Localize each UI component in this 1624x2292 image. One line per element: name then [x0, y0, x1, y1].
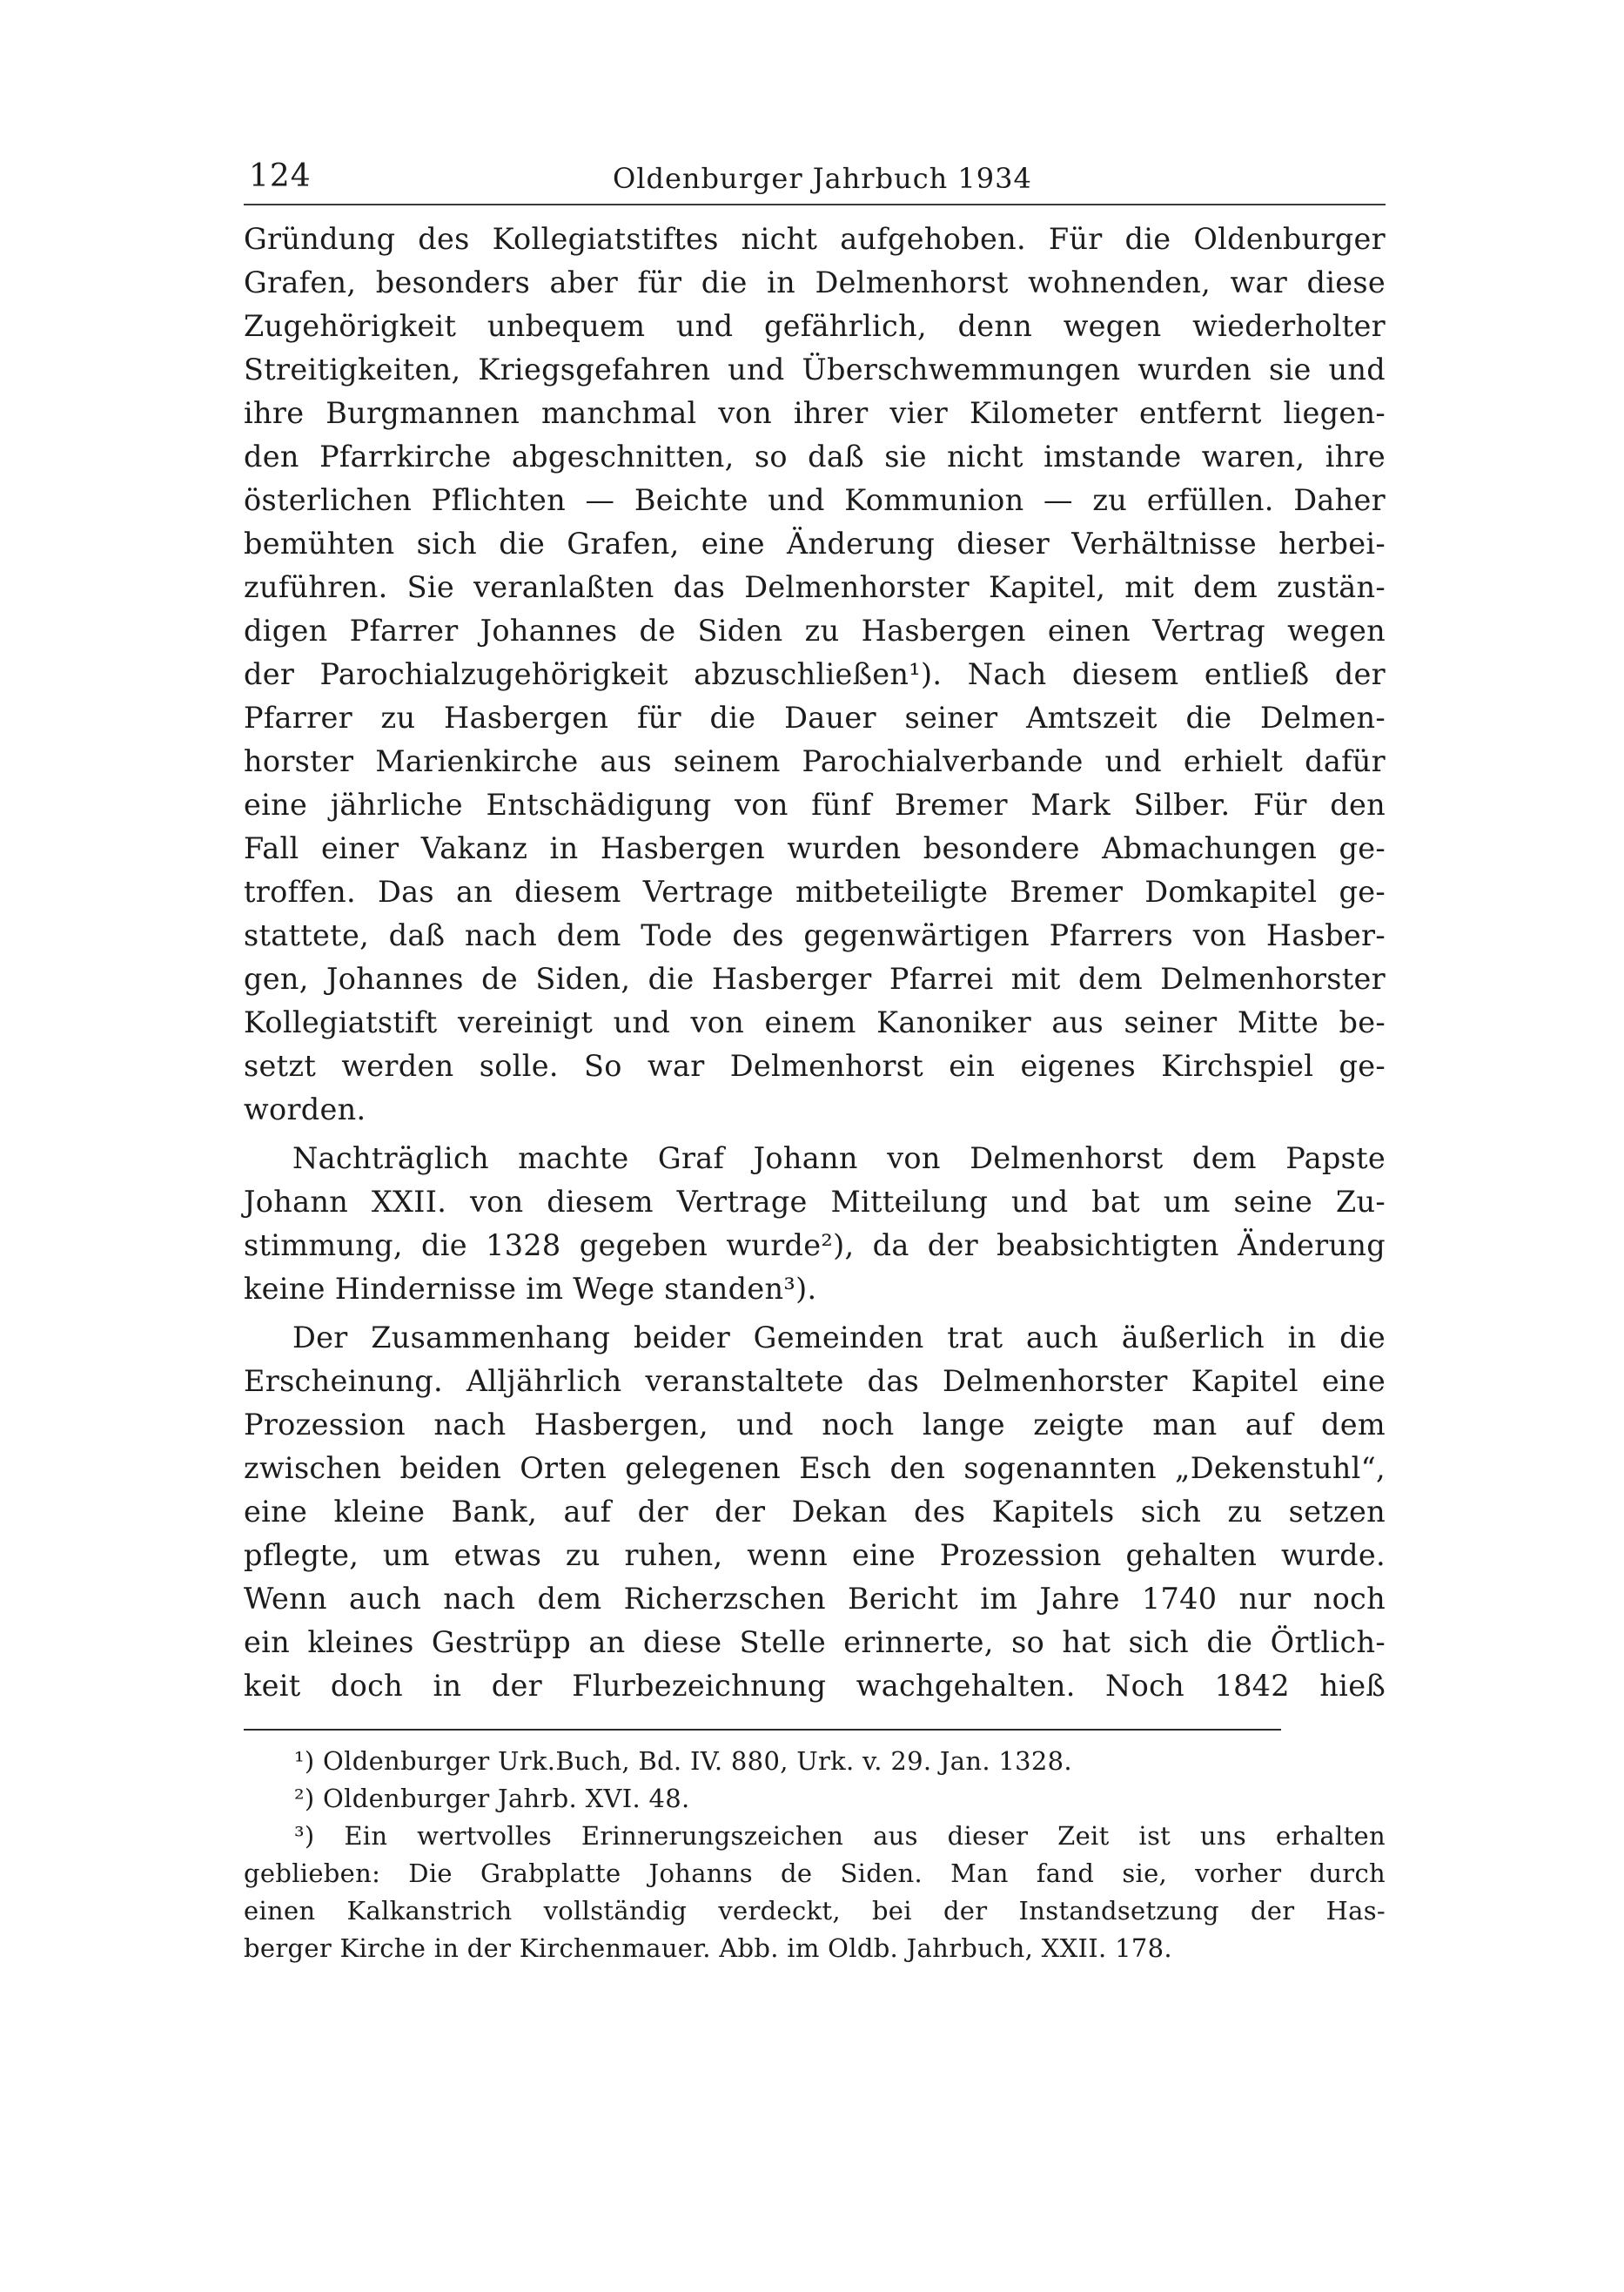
text-line: Streitigkeiten, Kriegsgefahren und Überschwemmungen wurden sie und [244, 353, 1386, 386]
text-line: keit doch in der Flurbezeichnung wachgehalten. Noch 1842 hieß [244, 1669, 1386, 1703]
text-line: stimmung, die 1328 gegeben wurde²), da der beabsichtigten Änderung [244, 1228, 1386, 1262]
text-line: den Pfarrkirche abgeschnitten, so daß sie nicht imstande waren, ihre [244, 440, 1386, 474]
footnote-1: ¹) Oldenburger Urk.Buch, Bd. IV. 880, Urk. v. 29. Jan. 1328. [294, 1746, 1072, 1776]
text-line: österlichen Pflichten — Beichte und Kommunion — zu erfüllen. Daher [244, 483, 1386, 517]
text-line: keine Hindernisse im Wege standen³). [244, 1272, 817, 1306]
text-line: Pfarrer zu Hasbergen für die Dauer seiner Amtszeit die Delmen- [244, 701, 1386, 735]
text-line: zwischen beiden Orten gelegenen Esch den sogenannten „Dekenstuhl“, [244, 1451, 1386, 1485]
text-line: eine jährliche Entschädigung von fünf Bremer Mark Silber. Für den [244, 788, 1386, 822]
text-line: eine kleine Bank, auf der der Dekan des Kapitels sich zu setzen [244, 1495, 1386, 1529]
page-number: 124 [249, 158, 312, 194]
text-line: Zugehörigkeit unbequem und gefährlich, denn wegen wiederholter [244, 309, 1386, 343]
text-line: gen, Johannes de Siden, die Hasberger Pfarrei mit dem Delmenhorster [244, 962, 1386, 996]
footnote-divider [244, 1729, 1281, 1731]
text-line: Gründung des Kollegiatstiftes nicht aufgehoben. Für die Oldenburger [244, 222, 1386, 256]
text-line: setzt werden solle. So war Delmenhorst ein eigenes Kirchspiel ge- [244, 1049, 1386, 1083]
text-line: Prozession nach Hasbergen, und noch lange zeigte man auf dem [244, 1408, 1386, 1442]
footnote-3: ³) Ein wertvolles Erinnerungszeichen aus dieser Zeit ist uns erhalten [294, 1821, 1386, 1851]
text-line: zuführen. Sie veranlaßten das Delmenhorster Kapitel, mit dem zustän- [244, 570, 1386, 604]
text-line: Wenn auch nach dem Richerzschen Bericht im Jahre 1740 nur noch [244, 1582, 1386, 1616]
text-line: der Parochialzugehörigkeit abzuschließen¹). Nach diesem entließ der [244, 657, 1386, 691]
footnote-3-line: geblieben: Die Grabplatte Johanns de Siden. Man fand sie, vorher durch [244, 1858, 1386, 1888]
paragraph-start-line: Der Zusammenhang beider Gemeinden trat auch äußerlich in die [292, 1321, 1386, 1354]
text-line: troffen. Das an diesem Vertrage mitbeteiligte Bremer Domkapitel ge- [244, 875, 1386, 909]
text-line: pflegte, um etwas zu ruhen, wenn eine Prozession gehalten wurde. [244, 1538, 1386, 1572]
paragraph-start-line: Nachträglich machte Graf Johann von Delmenhorst dem Papste [292, 1141, 1386, 1175]
book-page [244, 155, 1386, 1967]
text-line: ein kleines Gestrüpp an diese Stelle erinnerte, so hat sich die Örtlich- [244, 1625, 1386, 1659]
text-line: Kollegiatstift vereinigt und von einem Kanoniker aus seiner Mitte be- [244, 1005, 1386, 1039]
text-line: worden. [244, 1092, 366, 1126]
body-text [244, 218, 1386, 1708]
running-title: Oldenburger Jahrbuch 1934 [613, 162, 1032, 195]
text-line: stattete, daß nach dem Tode des gegenwärtigen Pfarrers von Hasber- [244, 918, 1386, 952]
text-line: horster Marienkirche aus seinem Parochialverbande und erhielt dafür [244, 744, 1386, 778]
text-line: bemühten sich die Grafen, eine Änderung dieser Verhältnisse herbei- [244, 527, 1386, 561]
footnote-2: ²) Oldenburger Jahrb. XVI. 48. [294, 1784, 690, 1813]
text-line: Erscheinung. Alljährlich veranstaltete das Delmenhorster Kapitel eine [244, 1364, 1386, 1398]
footnote-3-line: berger Kirche in der Kirchenmauer. Abb. im Oldb. Jahrbuch, XXII. 178. [244, 1933, 1172, 1963]
footnote-3-line: einen Kalkanstrich vollständig verdeckt, bei der Instandsetzung der Has- [244, 1896, 1386, 1926]
text-line: digen Pfarrer Johannes de Siden zu Hasbergen einen Vertrag wegen [244, 614, 1386, 648]
text-line: Grafen, besonders aber für die in Delmenhorst wohnenden, war diese [244, 265, 1386, 299]
text-line: ihre Burgmannen manchmal von ihrer vier Kilometer entfernt liegen- [244, 396, 1386, 430]
text-line: Fall einer Vakanz in Hasbergen wurden besondere Abmachungen ge- [244, 831, 1386, 865]
text-line: Johann XXII. von diesem Vertrage Mitteilung und bat um seine Zu- [244, 1185, 1386, 1219]
footnotes [244, 1743, 1386, 1967]
page-header [244, 155, 1386, 205]
